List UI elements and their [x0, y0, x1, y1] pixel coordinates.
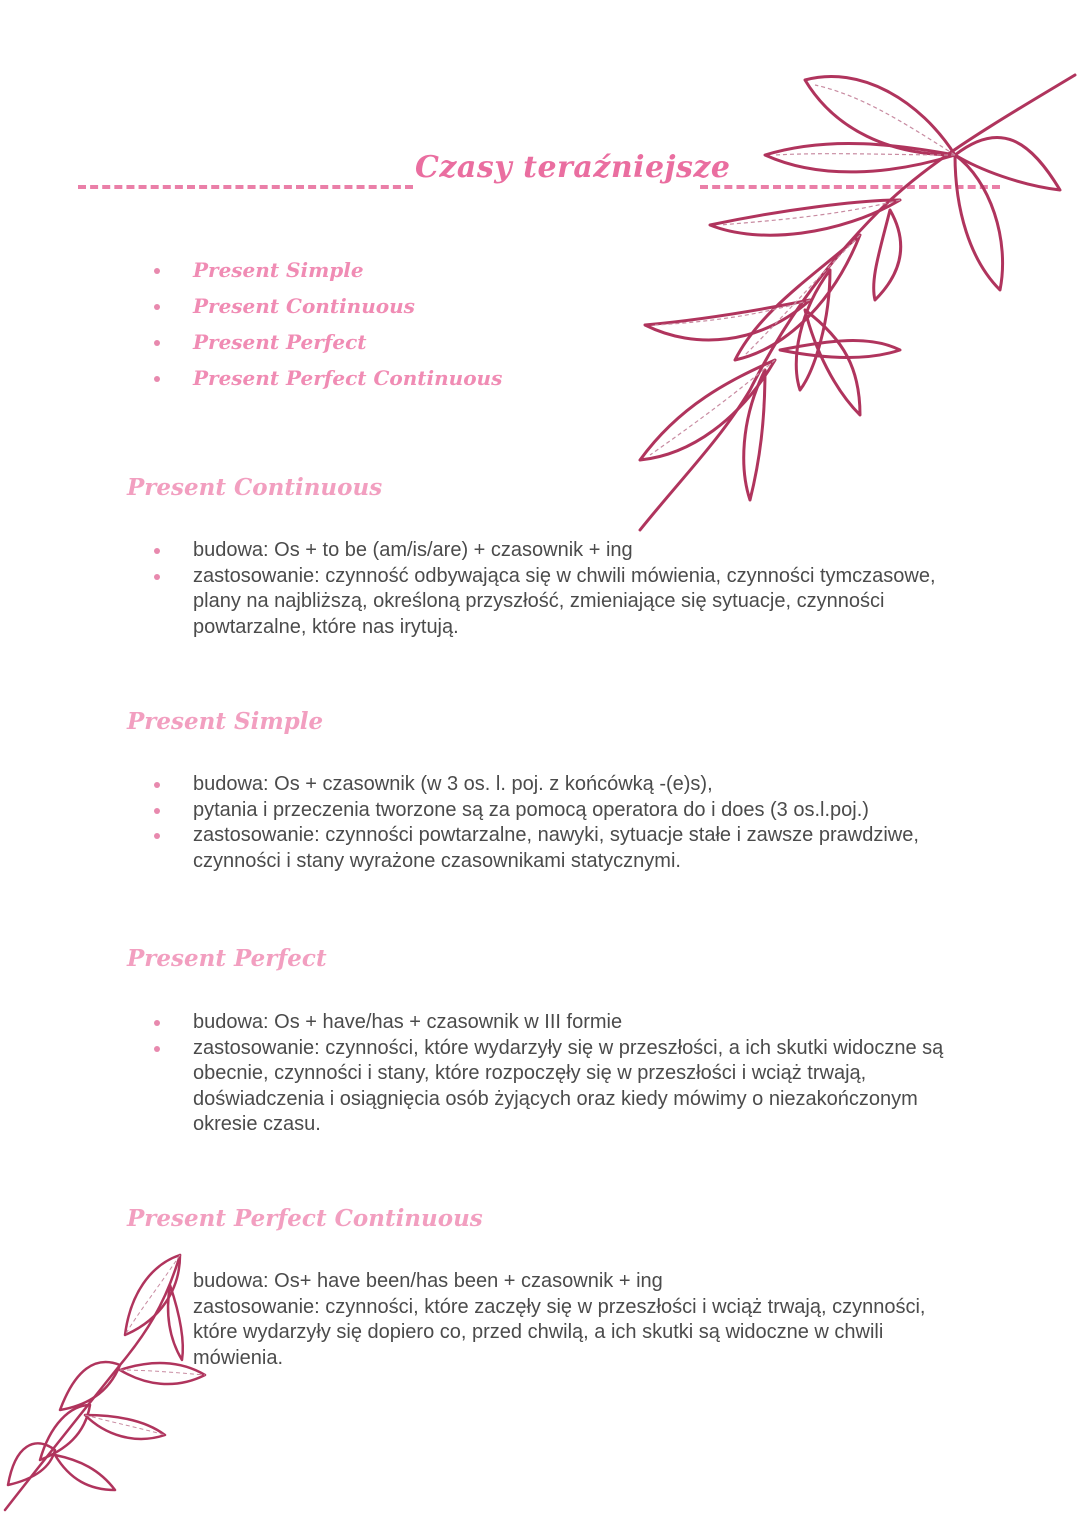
bullet-icon [154, 548, 160, 554]
section-notes-present-perfect-continuous [148, 1269, 968, 1371]
list-item [148, 564, 968, 641]
list-item [148, 288, 502, 324]
bullet-icon [154, 1020, 160, 1026]
section-notes-present-simple [148, 772, 968, 874]
list-item-label: Present Simple [193, 258, 364, 282]
list-item [148, 1010, 968, 1036]
list-item-label: Present Perfect [193, 330, 367, 354]
note-text: pytania i przeczenia tworzone są za pomocą operatora do i does (3 os.l.poj.) [193, 798, 869, 821]
section-notes-present-perfect [148, 1010, 968, 1138]
bullet-icon [154, 808, 160, 814]
bullet-icon [154, 574, 160, 580]
bullet-icon [154, 782, 160, 788]
list-item-label: Present Continuous [193, 294, 415, 318]
list-item [148, 772, 968, 798]
section-heading-present-perfect: Present Perfect [127, 945, 327, 972]
note-text: zastosowanie: czynności, które wydarzyły się w przeszłości, a ich skutki widoczne są obecnie, czynności i stany, które rozpoczęły się w przeszłości i wciąż trwają, doświadczenia i osiągnięcia osób żyjących oraz kiedy mówimy o niezakończonym okresie czasu. [193, 1036, 944, 1135]
note-text: budowa: Os + czasownik (w 3 os. l. poj. z końcówką -(e)s), [193, 773, 713, 795]
bullet-icon [154, 304, 160, 310]
list-item [148, 1295, 968, 1372]
leaf-branch-bottom-left-icon [0, 1245, 215, 1515]
bullet-icon [154, 376, 160, 382]
list-item-label: Present Perfect Continuous [193, 366, 503, 390]
note-text: budowa: Os + have/has + czasownik w III formie [193, 1011, 623, 1033]
note-text: budowa: Os+ have been/has been + czasownik + ing [193, 1270, 663, 1292]
leaf-branch-top-right-icon [600, 60, 1080, 540]
bullet-icon [154, 833, 160, 839]
section-notes-present-continuous [148, 538, 968, 640]
section-heading-present-simple: Present Simple [127, 708, 324, 735]
list-item [148, 324, 502, 360]
list-item [148, 1269, 968, 1295]
bullet-icon [154, 340, 160, 346]
list-item [148, 823, 968, 874]
section-heading-present-continuous: Present Continuous [127, 474, 383, 501]
note-text: zastosowanie: czynność odbywająca się w chwili mówienia, czynności tymczasowe, plany na najbliższą, określoną przyszłość, zmieniające się sytuacje, czynności powtarzalne, które nas irytują. [193, 564, 936, 638]
list-item [148, 1036, 968, 1138]
title-dashed-line-left [78, 185, 413, 189]
list-item [148, 252, 502, 288]
page-title: Czasy teraźniejsze [415, 150, 731, 185]
list-item [148, 360, 502, 396]
note-text: zastosowanie: czynności powtarzalne, nawyki, sytuacje stałe i zawsze prawdziwe, czynności i stany wyrażone czasownikami statycznymi. [193, 824, 919, 872]
list-item [148, 538, 968, 564]
note-text: zastosowanie: czynności, które zaczęły się w przeszłości i wciąż trwają, czynności, które wydarzyły się dopiero co, przed chwilą, a ich skutki są widoczne w chwili mówienia. [193, 1295, 926, 1369]
bullet-icon [154, 1046, 160, 1052]
section-heading-present-perfect-continuous: Present Perfect Continuous [127, 1205, 483, 1232]
tenses-list [148, 252, 502, 396]
list-item [148, 798, 968, 824]
note-text: budowa: Os + to be (am/is/are) + czasownik + ing [193, 539, 633, 561]
bullet-icon [154, 268, 160, 274]
